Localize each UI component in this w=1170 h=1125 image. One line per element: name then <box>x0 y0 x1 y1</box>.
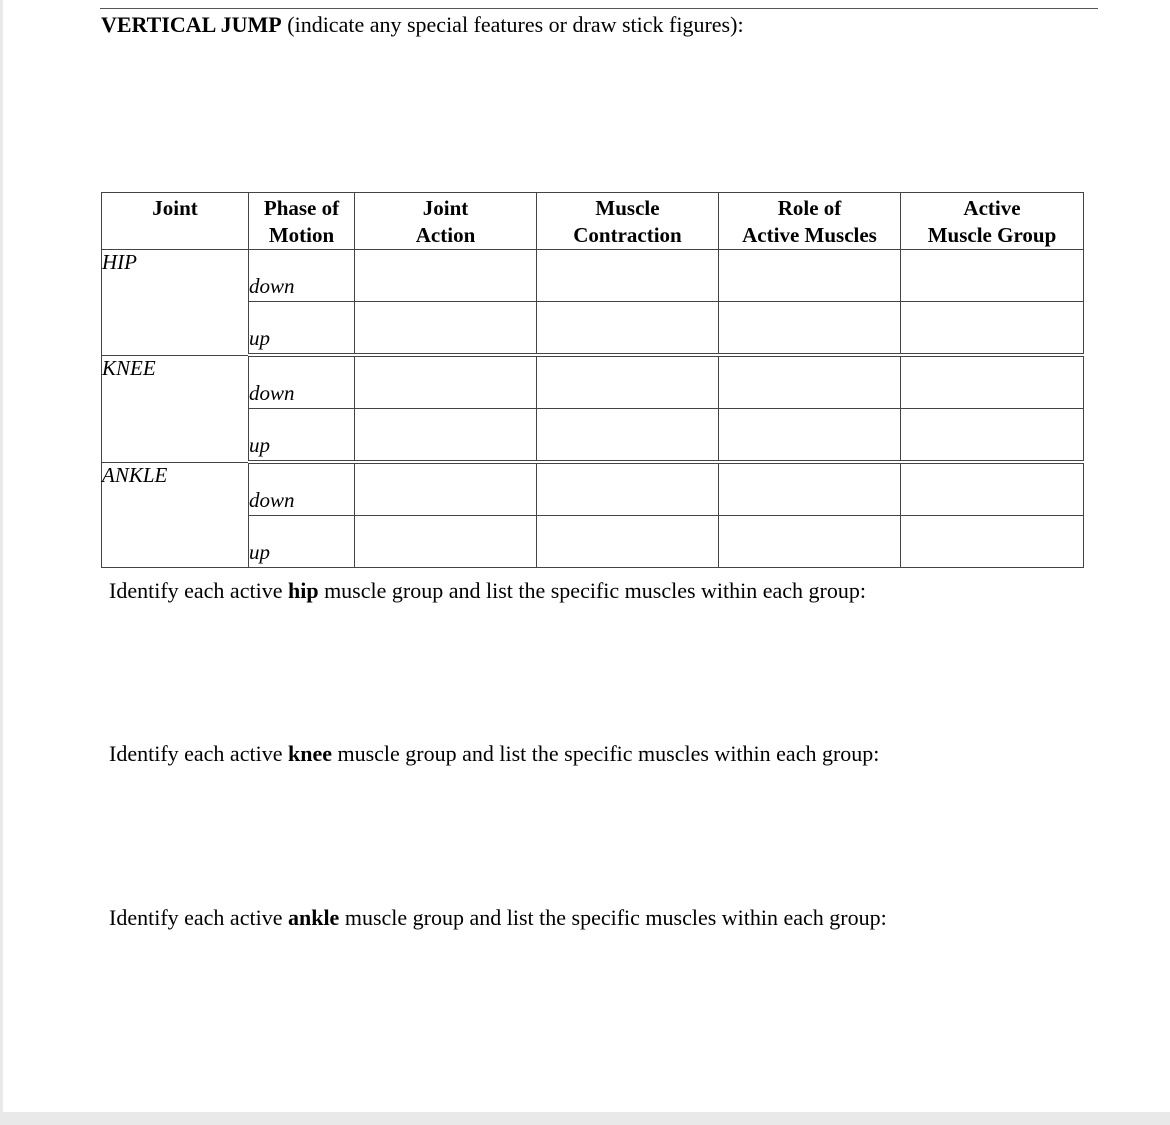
phase-cell: down <box>249 462 355 516</box>
answer-cell[interactable] <box>537 462 719 516</box>
title-bold: VERTICAL JUMP <box>101 12 282 37</box>
joint-cell-knee: KNEE <box>102 355 249 462</box>
joint-analysis-table <box>101 192 1084 568</box>
answer-cell[interactable] <box>355 250 537 302</box>
phase-cell: down <box>249 250 355 302</box>
phase-cell: up <box>249 516 355 568</box>
answer-cell[interactable] <box>719 462 901 516</box>
answer-cell[interactable] <box>719 409 901 463</box>
answer-cell[interactable] <box>537 250 719 302</box>
answer-cell[interactable] <box>719 516 901 568</box>
phase-cell: up <box>249 409 355 463</box>
answer-cell[interactable] <box>355 462 537 516</box>
table-row-hip-down <box>102 250 1084 302</box>
answer-cell[interactable] <box>901 250 1084 302</box>
answer-cell[interactable] <box>901 302 1084 356</box>
top-rule <box>100 8 1098 9</box>
prompt-keyword: knee <box>287 741 332 766</box>
header-role: Role of Active Muscles <box>719 193 901 250</box>
table-row-hip-up <box>102 302 1084 356</box>
answer-cell[interactable] <box>355 302 537 356</box>
answer-cell[interactable] <box>719 302 901 356</box>
answer-cell[interactable] <box>537 355 719 409</box>
ankle-prompt: Identify each active ankle muscle group and list the specific muscles within each group: <box>109 905 887 930</box>
prompt-keyword: ankle <box>287 905 340 930</box>
hip-prompt: Identify each active hip muscle group and list the specific muscles within each group: <box>109 578 866 603</box>
answer-cell[interactable] <box>901 409 1084 463</box>
answer-cell[interactable] <box>355 409 537 463</box>
phase-cell: down <box>249 355 355 409</box>
answer-cell[interactable] <box>719 355 901 409</box>
header-row <box>102 193 1084 250</box>
prompt-keyword: hip <box>287 578 319 603</box>
table-row-ankle-up <box>102 516 1084 568</box>
answer-cell[interactable] <box>901 516 1084 568</box>
header-joint-action: Joint Action <box>355 193 537 250</box>
answer-cell[interactable] <box>901 462 1084 516</box>
answer-cell[interactable] <box>537 409 719 463</box>
answer-cell[interactable] <box>537 516 719 568</box>
table-row-ankle-down <box>102 462 1084 516</box>
joint-cell-ankle: ANKLE <box>102 462 249 568</box>
answer-cell[interactable] <box>355 516 537 568</box>
header-muscle-group: Active Muscle Group <box>901 193 1084 250</box>
table-row-knee-down <box>102 355 1084 409</box>
header-phase: Phase of Motion <box>249 193 355 250</box>
knee-prompt: Identify each active knee muscle group and list the specific muscles within each group: <box>109 741 880 766</box>
header-joint: Joint <box>102 193 249 250</box>
header-muscle-contraction: Muscle Contraction <box>537 193 719 250</box>
title-instruction: (indicate any special features or draw stick figures): <box>287 12 744 37</box>
answer-cell[interactable] <box>719 250 901 302</box>
answer-cell[interactable] <box>537 302 719 356</box>
answer-cell[interactable] <box>901 355 1084 409</box>
answer-cell[interactable] <box>355 355 537 409</box>
phase-cell: up <box>249 302 355 356</box>
joint-cell-hip: HIP <box>102 250 249 356</box>
table-row-knee-up <box>102 409 1084 463</box>
page-title <box>101 11 744 39</box>
